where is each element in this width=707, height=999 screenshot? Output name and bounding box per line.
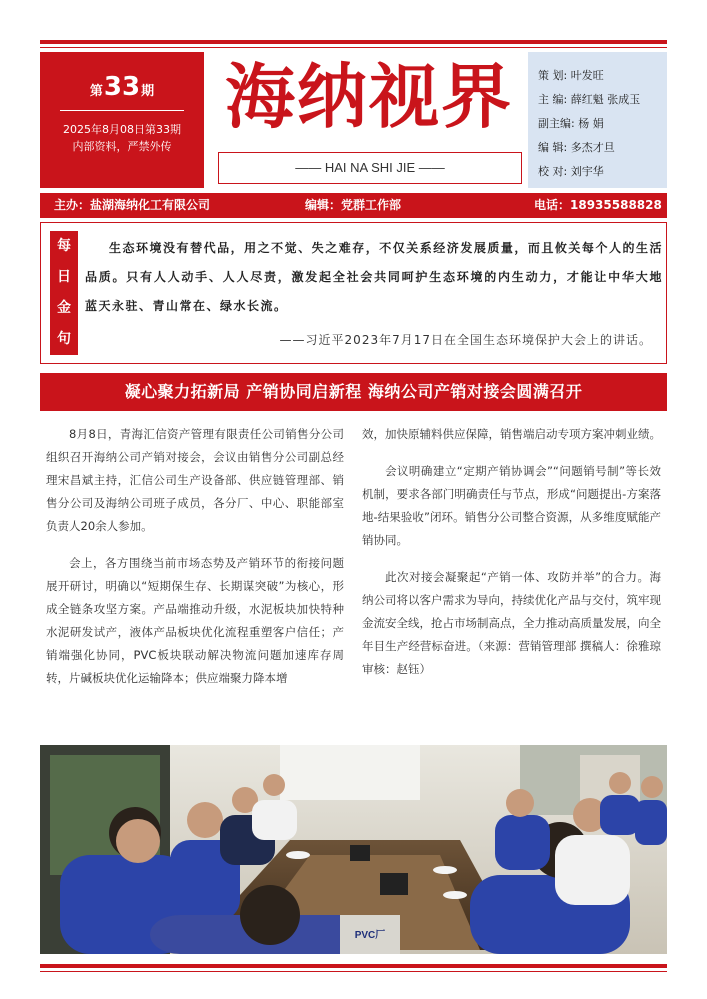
staff-name: 杨 娟 <box>578 117 604 130</box>
sponsor-text: 主办：盐湖海纳化工有限公司 <box>54 198 211 212</box>
staff-name: 叶发旺 <box>570 69 604 82</box>
article-headline: 凝心聚力拓新局 产销协同启新程 海纳公司产销对接会圆满召开 <box>40 373 667 411</box>
daily-quote-box <box>40 222 667 364</box>
staff-row <box>538 112 667 136</box>
issue-number-line <box>40 72 204 102</box>
tag-char: 金 <box>57 300 71 316</box>
article-column-right <box>362 423 661 695</box>
tag-char: 每 <box>57 238 71 254</box>
staff-role: 主 编: <box>538 93 568 106</box>
staff-row <box>538 136 667 160</box>
issue-suffix: 期 <box>141 84 155 99</box>
issue-note: 内部资料，严禁外传 <box>72 140 172 153</box>
staff-row <box>538 160 667 184</box>
meeting-photo <box>40 745 667 954</box>
staff-role: 策 划: <box>538 69 568 82</box>
staff-role: 副主编: <box>538 117 575 130</box>
bottom-rule-thin <box>40 971 667 972</box>
article-paragraph: 8月8日，青海汇信资产管理有限责任公司销售分公司组织召开海纳公司产销对接会，会议由销售分公司副总经理宋昌斌主持，汇信公司生产设备部、供应链管理部、销售分公司及海纳公司班子成员，各分厂、中心、职能部室负责人20余人参加。 <box>46 427 344 533</box>
staff-name: 薛红魁 张成玉 <box>570 93 641 106</box>
article-column-left <box>46 423 344 704</box>
editor-text: 编辑：党群工作部 <box>305 198 402 212</box>
article-paragraph: 此次对接会凝聚起“产销一体、攻防并举”的合力。海纳公司将以客户需求为导向，持续优化产品与交付，筑牢现金流安全线，抢占市场制高点，全力推动高质量发展，向全年目生产经营标奋进。（来源：营销管理部 撰稿人：徐雅琼 审核：赵钰） <box>362 570 661 676</box>
info-bar <box>40 193 667 218</box>
tag-char: 句 <box>57 331 71 347</box>
phone-text: 电话：18935588828 <box>534 198 662 212</box>
daily-quote-source: ——习近平2023年7月17日在全国生态环境保护大会上的讲话。 <box>279 333 652 347</box>
staff-name: 多杰才旦 <box>570 141 615 154</box>
issue-divider <box>60 110 184 111</box>
newspaper-subtitle: —— HAI NA SHI JIE —— <box>218 152 522 184</box>
issue-box <box>40 52 204 188</box>
tag-char: 日 <box>57 269 71 285</box>
issue-number: 33 <box>103 72 141 102</box>
staff-list <box>528 52 667 188</box>
staff-role: 校 对: <box>538 165 568 178</box>
daily-quote-text: 生态环境没有替代品，用之不觉、失之难存，不仅关系经济发展质量，而且攸关每个人的生活品质。只有人人动手、人人尽责，激发起全社会共同呵护生态环境的内生动力，才能让中华大地蓝天永驻、青山常在、绿水长流。 <box>85 241 663 313</box>
daily-quote-tag <box>50 231 78 355</box>
top-rule-thick <box>40 40 667 44</box>
issue-date: 2025年8月08日第33期 <box>63 123 181 136</box>
newspaper-title: 海纳视界 <box>225 56 513 138</box>
staff-role: 编 辑: <box>538 141 568 154</box>
staff-row <box>538 64 667 88</box>
article-paragraph: 会上，各方围绕当前市场态势及产销环节的衔接问题展开研讨，明确以“短期保生存、长期谋突破”为核心，形成全链条攻坚方案。产品端推动升级，水泥板块加快特种水泥研发试产，液体产品板块优化流程重塑客户信任；产销端强化协同，PVC板块联动解决物流问题加速库存周转，片碱板块优化运输降本；供应端聚力降本增 <box>46 556 344 685</box>
staff-row <box>538 88 667 112</box>
bottom-rule-thick <box>40 964 667 968</box>
article-paragraph: 效，加快原辅料供应保障，销售端启动专项方案冲刺业绩。 <box>362 427 661 441</box>
meeting-photo-illustration <box>40 745 667 954</box>
table-sign: PVC厂 <box>354 930 386 941</box>
article-paragraph: 会议明确建立“定期产销协调会”“问题销号制”等长效机制，要求各部门明确责任与节点，形成“问题提出-方案落地-结果验收”闭环。销售分公司整合资源，从多维度赋能产销协同。 <box>362 464 661 547</box>
staff-name: 刘宇华 <box>570 165 604 178</box>
issue-prefix: 第 <box>89 84 103 99</box>
